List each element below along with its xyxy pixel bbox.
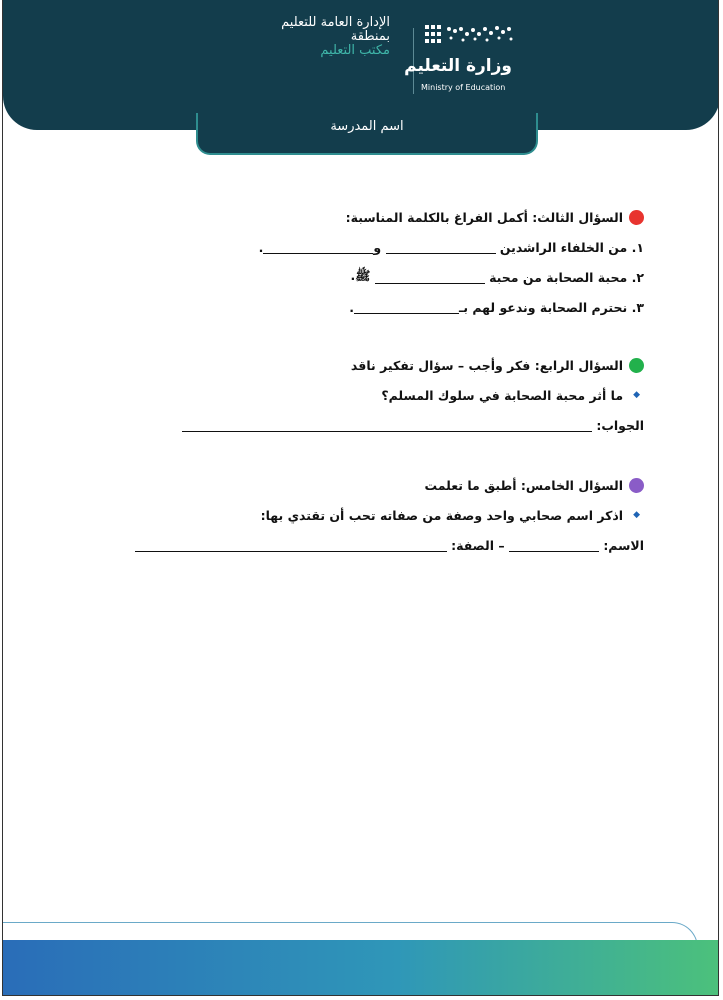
trait-label: الصفة: — [451, 537, 494, 553]
answer-label: الجواب: — [596, 417, 644, 433]
school-name-tab — [196, 113, 538, 155]
ministry-name-english: Ministry of Education — [421, 83, 506, 92]
question-5-title: السؤال الخامس: أطبق ما تعلمت — [424, 477, 623, 493]
item-end: ﷺ. — [350, 267, 371, 283]
item-number: ٣. — [631, 299, 644, 315]
question-4-answer — [103, 414, 644, 436]
question-5-bullet — [103, 504, 644, 526]
item-number: ٢. — [631, 269, 644, 285]
directorate-text — [281, 16, 390, 58]
question-4-bullet — [103, 384, 644, 406]
worksheet-page — [2, 0, 719, 996]
answer-blank[interactable] — [354, 301, 459, 314]
purple-circle-icon — [629, 478, 644, 493]
ministry-name-arabic: وزارة التعليم — [404, 56, 512, 76]
ministry-logo-icon — [421, 22, 517, 50]
directorate-line2: بمنطقة — [350, 29, 390, 44]
question-5-heading — [103, 474, 644, 496]
diamond-bullet-icon: ◆ — [633, 390, 640, 400]
answer-blank[interactable] — [386, 241, 496, 254]
question-5 — [103, 474, 644, 556]
item-end: . — [258, 239, 264, 255]
dash-separator: – — [498, 537, 505, 553]
name-label: الاسم: — [603, 537, 644, 553]
trait-blank[interactable] — [135, 539, 447, 552]
green-circle-icon — [629, 358, 644, 373]
diamond-bullet-icon: ◆ — [633, 510, 640, 520]
question-4-prompt: ما أثر محبة الصحابة في سلوك المسلم؟ — [381, 387, 624, 403]
question-3-item-3 — [103, 296, 644, 318]
red-circle-icon — [629, 210, 644, 225]
question-4-title: السؤال الرابع: فكر وأجب – سؤال تفكير ناقد — [350, 357, 623, 373]
question-3-heading — [103, 206, 644, 228]
item-text: من الخلفاء الراشدين — [499, 239, 628, 255]
answer-line[interactable] — [182, 419, 592, 432]
question-4 — [103, 354, 644, 436]
answer-blank[interactable] — [375, 271, 485, 284]
question-3 — [103, 206, 644, 318]
answer-blank[interactable] — [263, 241, 373, 254]
directorate-line1: الإدارة العامة للتعليم — [281, 15, 390, 30]
question-3-item-2 — [103, 266, 644, 288]
school-name-label: اسم المدرسة — [330, 119, 404, 134]
item-end: . — [349, 299, 355, 315]
header-banner — [3, 0, 719, 130]
question-5-prompt: اذكر اسم صحابي واحد وصفة من صفاته تحب أن تقتدي بها: — [260, 507, 624, 523]
name-blank[interactable] — [509, 539, 599, 552]
question-3-title: السؤال الثالث: أكمل الفراغ بالكلمة المناسبة: — [345, 209, 623, 225]
question-5-answer — [103, 534, 644, 556]
footer-gradient-bar — [3, 940, 719, 996]
office-name: مكتب التعليم — [320, 43, 390, 58]
item-text: محبة الصحابة من محبة — [489, 269, 628, 285]
question-3-item-1 — [103, 236, 644, 258]
questions-content — [103, 206, 644, 556]
item-text: نحترم الصحابة وندعو لهم بـ — [459, 299, 628, 315]
question-4-heading — [103, 354, 644, 376]
item-joiner: و — [373, 239, 382, 255]
item-number: ١. — [631, 239, 644, 255]
